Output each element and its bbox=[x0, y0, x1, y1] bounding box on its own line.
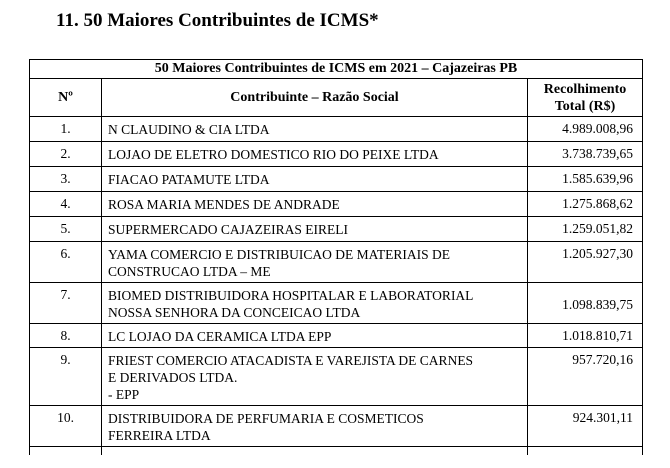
taxpayer-name-line: E DERIVADOS LTDA. bbox=[108, 370, 238, 385]
table-row bbox=[30, 283, 643, 324]
table-row bbox=[30, 348, 643, 406]
row-total: 1.585.639,96 bbox=[528, 167, 643, 192]
header-total-line2: Total (R$) bbox=[554, 98, 616, 114]
header-name: Contribuinte – Razão Social bbox=[102, 79, 528, 117]
row-total: 3.738.739,65 bbox=[528, 142, 643, 167]
table-row bbox=[30, 192, 643, 217]
page-heading: 11. 50 Maiores Contribuintes de ICMS* bbox=[56, 10, 379, 31]
row-taxpayer-name bbox=[102, 324, 528, 348]
row-number: 8. bbox=[30, 324, 102, 348]
taxpayer-name-line: NOSSA SENHORA DA CONCEICAO LTDA bbox=[108, 305, 361, 320]
row-total: 924.301,11 bbox=[528, 406, 643, 447]
row-number: 5. bbox=[30, 217, 102, 242]
row-number: 3. bbox=[30, 167, 102, 192]
header-total-line1: Recolhimento bbox=[543, 81, 627, 97]
row-total: 1.275.868,62 bbox=[528, 192, 643, 217]
row-total: 1.018.810,71 bbox=[528, 324, 643, 348]
taxpayer-name-line: LOJAO DE ELETRO DOMESTICO RIO DO PEIXE LTDA bbox=[108, 147, 439, 162]
table-row-continuation bbox=[30, 447, 643, 456]
header-number: Nº bbox=[30, 79, 102, 117]
table-row bbox=[30, 167, 643, 192]
taxpayer-name-line: ROSA MARIA MENDES DE ANDRADE bbox=[108, 197, 340, 212]
row-taxpayer-name bbox=[102, 283, 528, 324]
row-number: 6. bbox=[30, 242, 102, 283]
taxpayer-name-line: BIOMED DISTRIBUIDORA HOSPITALAR E LABORATORIAL bbox=[108, 288, 474, 303]
taxpayer-name-line: CONSTRUCAO LTDA – ME bbox=[108, 264, 271, 279]
table-caption: 50 Maiores Contribuintes de ICMS em 2021 – Cajazeiras PB bbox=[30, 60, 643, 79]
row-total: 4.989.008,96 bbox=[528, 117, 643, 142]
taxpayer-name-line: FRIEST COMERCIO ATACADISTA E VAREJISTA DE CARNES bbox=[108, 353, 474, 368]
header-row bbox=[30, 79, 643, 117]
row-taxpayer-name bbox=[102, 117, 528, 142]
table-row bbox=[30, 117, 643, 142]
header-total bbox=[528, 79, 643, 117]
row-number: 7. bbox=[30, 283, 102, 324]
row-taxpayer-name bbox=[102, 348, 528, 406]
table-row bbox=[30, 406, 643, 447]
row-taxpayer-name bbox=[102, 167, 528, 192]
row-number: 4. bbox=[30, 192, 102, 217]
taxpayer-name-line: - EPP bbox=[108, 387, 140, 402]
row-taxpayer-name bbox=[102, 242, 528, 283]
row-number: 1. bbox=[30, 117, 102, 142]
taxpayer-name-line: LC LOJAO DA CERAMICA LTDA EPP bbox=[108, 329, 332, 344]
table-row bbox=[30, 142, 643, 167]
taxpayer-name-line: DISTRIBUIDORA DE PERFUMARIA E COSMETICOS bbox=[108, 411, 424, 426]
table-row bbox=[30, 242, 643, 283]
taxpayer-name-line: FIACAO PATAMUTE LTDA bbox=[108, 172, 270, 187]
taxpayer-name-line: YAMA COMERCIO E DISTRIBUICAO DE MATERIAIS DE bbox=[108, 247, 451, 262]
row-number: 9. bbox=[30, 348, 102, 406]
row-taxpayer-name bbox=[102, 217, 528, 242]
row-total: 1.259.051,82 bbox=[528, 217, 643, 242]
row-total: 1.098.839,75 bbox=[528, 283, 643, 324]
taxpayer-name-line: SUPERMERCADO CAJAZEIRAS EIRELI bbox=[108, 222, 349, 237]
table-row bbox=[30, 217, 643, 242]
row-number: 2. bbox=[30, 142, 102, 167]
taxpayer-name-line: FERREIRA LTDA bbox=[108, 428, 211, 443]
row-taxpayer-name bbox=[102, 142, 528, 167]
table-row bbox=[30, 324, 643, 348]
row-taxpayer-name bbox=[102, 192, 528, 217]
row-total: 1.205.927,30 bbox=[528, 242, 643, 283]
row-number: 10. bbox=[30, 406, 102, 447]
taxpayers-table bbox=[29, 59, 643, 455]
row-taxpayer-name bbox=[102, 406, 528, 447]
row-total: 957.720,16 bbox=[528, 348, 643, 406]
taxpayer-name-line: N CLAUDINO & CIA LTDA bbox=[108, 122, 270, 137]
